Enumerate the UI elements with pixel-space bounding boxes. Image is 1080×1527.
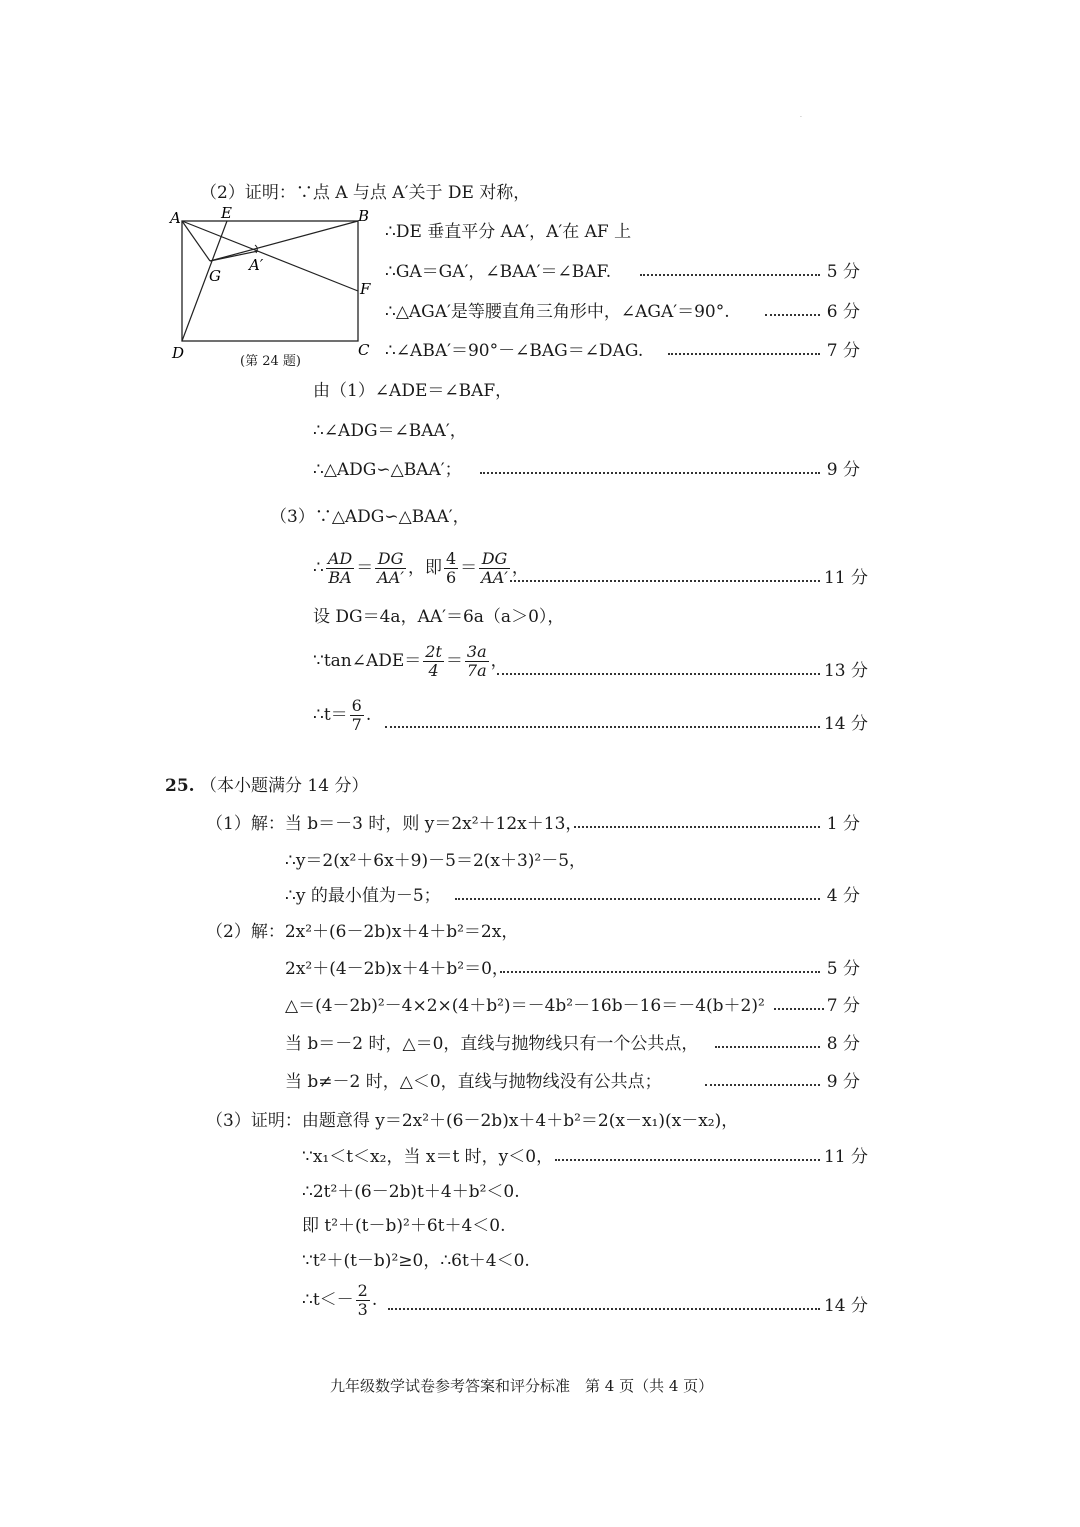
score-11: 11 分: [823, 568, 868, 588]
label-b: B: [358, 207, 370, 225]
q24-3-line3: 设 DG＝4a，AA′＝6a（a＞0），: [313, 607, 565, 627]
q24-2-line2: ∴GA＝GA′，∠BAA′＝∠BAF.: [385, 262, 612, 282]
leader-dots: [385, 726, 820, 728]
corner-mark: .: [800, 112, 802, 119]
q25-1-line1: （1）解：当 b＝－3 时，则 y＝2x²＋12x＋13，: [206, 814, 583, 834]
fraction-dg-aa-2: $\frac{DG}{AA'}$: [481, 549, 508, 587]
q25-2-line4: 当 b＝－2 时，△＝0，直线与抛物线只有一个公共点，: [285, 1034, 699, 1054]
fraction-2t-4: $\frac{2t}{4}$: [425, 642, 442, 680]
label-e: E: [221, 205, 232, 222]
score-1: 1 分: [826, 814, 860, 834]
leader-dots: [497, 673, 820, 675]
q25-2-line3: △＝(4－2b)²－4×2×(4＋b²)＝－4b²－16b－16＝－4(b＋2)²: [285, 996, 765, 1016]
rectangle-diagram: [165, 205, 380, 370]
score-4: 4 分: [826, 886, 860, 906]
fraction-3a-7a: $\frac{3a}{7a}$: [466, 642, 487, 680]
q24-3-line5: ∴t＝ $\frac{6}{7}$ .: [313, 696, 372, 734]
fraction-4-6: $\frac{4}{6}$: [445, 549, 457, 587]
q24-2-line7: ∴△ADG∽△BAA′；: [313, 460, 462, 480]
figure-caption: (第 24 题): [240, 354, 301, 369]
leader-dots: [500, 971, 820, 973]
q25-3-line1: （3）证明：由题意得 y＝2x²＋(6－2b)x＋4＋b²＝2(x－x₁)(x－x₂)，: [206, 1111, 739, 1131]
leader-dots: [510, 580, 820, 582]
label-a-prime: A′: [249, 256, 264, 274]
q24-3-line2: ∴ $\frac{AD}{BA}$ ＝ $\frac{DG}{AA'}$ ，即 $\frac{4}{6}$ ＝ $\frac{DG}{AA'}$ ，: [313, 549, 529, 587]
fraction-6-7: $\frac{6}{7}$: [351, 696, 362, 734]
label-f: F: [360, 280, 371, 298]
score-11b: 11 分: [823, 1147, 868, 1167]
label-g: G: [209, 267, 221, 285]
fraction-ad-ba: $\frac{AD}{BA}$: [327, 549, 353, 587]
page-footer: 九年级数学试卷参考答案和评分标准 第 4 页（共 4 页）: [330, 1377, 714, 1395]
q25-3-line6: ∴t＜－ $\frac{2}{3}$ .: [302, 1281, 378, 1319]
fraction-2-3: $\frac{2}{3}$: [357, 1281, 368, 1319]
score-14b: 14 分: [823, 1296, 868, 1316]
q25-1-line2: ∴y＝2(x²＋6x＋9)－5＝2(x＋3)²－5，: [285, 851, 587, 871]
leader-dots: [640, 274, 820, 276]
score-9b: 9 分: [826, 1072, 860, 1092]
q25-3-line4: 即 t²＋(t－b)²＋6t＋4＜0.: [302, 1216, 506, 1236]
q25-2-line5: 当 b≠－2 时，△＜0，直线与抛物线没有公共点；: [285, 1072, 662, 1092]
q25-3-line5: ∵t²＋(t－b)²≥0，∴6t＋4＜0.: [302, 1251, 530, 1271]
score-5: 5 分: [826, 262, 860, 282]
score-9: 9 分: [826, 460, 860, 480]
leader-dots: [388, 1308, 820, 1310]
score-8: 8 分: [826, 1034, 860, 1054]
label-c: C: [358, 341, 370, 359]
leader-dots: [480, 472, 820, 474]
therefore: ∴: [313, 558, 324, 578]
q24-2-line5: 由（1）∠ADE＝∠BAF，: [313, 381, 513, 401]
leader-dots: [668, 353, 820, 355]
score-7b: 7 分: [826, 996, 860, 1016]
fraction-dg-aa: $\frac{DG}{AA'}$: [377, 549, 404, 587]
q25-1-line3: ∴y 的最小值为－5；: [285, 886, 441, 906]
score-14: 14 分: [823, 714, 868, 734]
score-13: 13 分: [823, 661, 868, 681]
leader-dots: [574, 826, 820, 828]
q24-2-line1: ∴DE 垂直平分 AA′，A′在 AF 上: [385, 222, 632, 242]
label-a: A: [170, 209, 181, 227]
q24-3-line1: （3）∵△ADG∽△BAA′，: [270, 507, 470, 527]
q25-number: 25.: [165, 776, 195, 796]
score-6: 6 分: [826, 302, 860, 322]
q25-2-line1: （2）解：2x²＋(6－2b)x＋4＋b²＝2x，: [206, 922, 519, 942]
geometry-figure: [165, 205, 380, 374]
q25-2-line2: 2x²＋(4－2b)x＋4＋b²＝0，: [285, 959, 509, 979]
q24-3-line4: ∵tan∠ADE＝ $\frac{2t}{4}$ ＝ $\frac{3a}{7a}$ ，: [313, 642, 508, 680]
q25-3-line3: ∴2t²＋(6－2b)t＋4＋b²＜0.: [302, 1182, 520, 1202]
score-7: 7 分: [826, 341, 860, 361]
score-5b: 5 分: [826, 959, 860, 979]
label-d: D: [172, 344, 185, 362]
q25-3-line2: ∵x₁＜t＜x₂，当 x＝t 时，y＜0，: [302, 1147, 554, 1167]
q24-2-intro: （2）证明：∵点 A 与点 A′关于 DE 对称，: [200, 183, 531, 203]
leader-dots: [555, 1159, 820, 1161]
q24-2-line3: ∴△AGA′是等腰直角三角形中，∠AGA′＝90°.: [385, 302, 730, 322]
leader-dots: [455, 898, 820, 900]
q25-title: （本小题满分 14 分）: [200, 776, 369, 796]
q24-2-line6: ∴∠ADG＝∠BAA′，: [313, 421, 467, 441]
q24-2-line4: ∴∠ABA′＝90°－∠BAG＝∠DAG.: [385, 341, 644, 361]
